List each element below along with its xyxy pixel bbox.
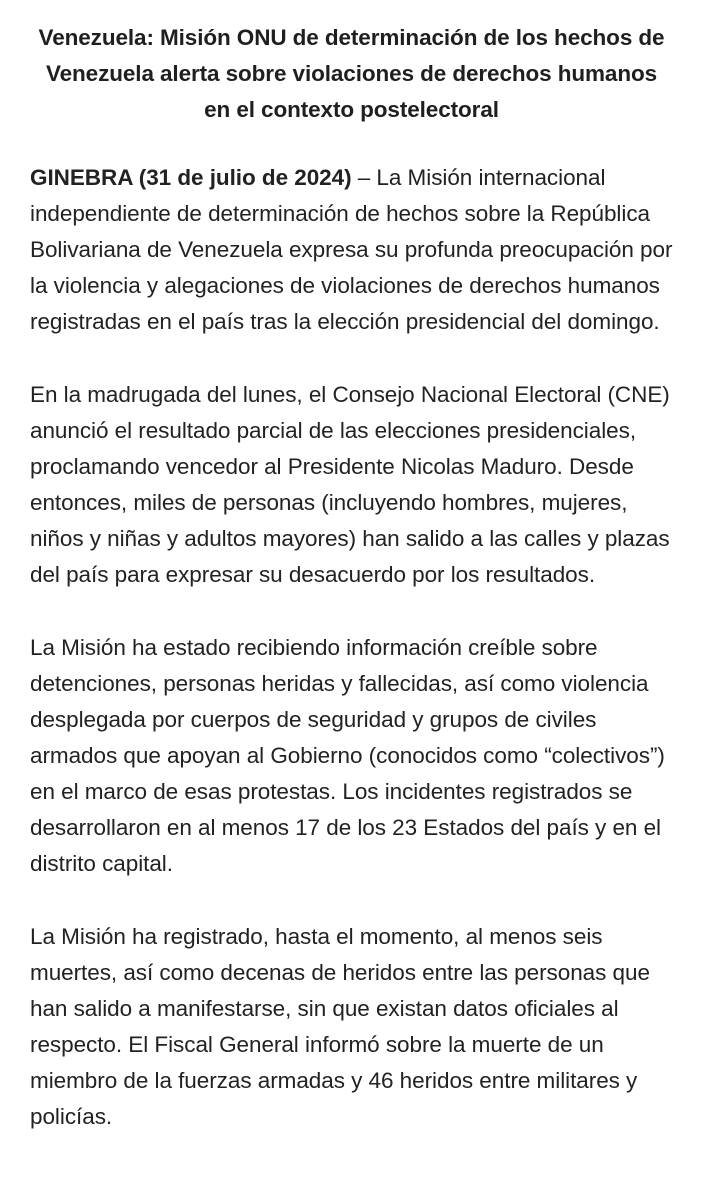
lead-text: – La Misión internacional independiente de determinación de hechos sobre la República Bolivariana de Venezuela expresa su profunda preocupación por la violencia y alegaciones de violaciones de derechos humanos registradas en el país tras la elección presidencial del domingo. [30,165,673,334]
paragraph-deaths: La Misión ha registrado, hasta el momento, al menos seis muertes, así como decenas de heridos entre las personas que han salido a manifestarse, sin que existan datos oficiales al respecto. El Fiscal General informó sobre la muerte de un miembro de la fuerzas armadas y 46 heridos entre militares y policías. [30,924,650,1129]
paragraph-detentions: La Misión ha estado recibiendo información creíble sobre detenciones, personas heridas y fallecidas, así como violencia desplegada por cuerpos de seguridad y grupos de civiles armados que apoyan al Gobierno (conocidos como “colectivos”) en el marco de esas protestas. Los incidentes registrados se desarrollaron en al menos 17 de los 23 Estados del país y en el distrito capital. [30,635,665,876]
dateline: GINEBRA (31 de julio de 2024) [30,165,352,190]
paragraph-cne-results: En la madrugada del lunes, el Consejo Nacional Electoral (CNE) anunció el resultado parcial de las elecciones presidenciales, proclamando vencedor al Presidente Nicolas Maduro. Desde entonces, miles de personas (incluyendo hombres, mujeres, niños y niñas y adultos mayores) han salido a las calles y plazas del país para expresar su desacuerdo por los resultados. [30,382,670,587]
lead-paragraph [30,160,673,340]
article-title: Venezuela: Misión ONU de determinación de los hechos de Venezuela alerta sobre violaciones de derechos humanos en el contexto postelectoral [38,25,665,122]
